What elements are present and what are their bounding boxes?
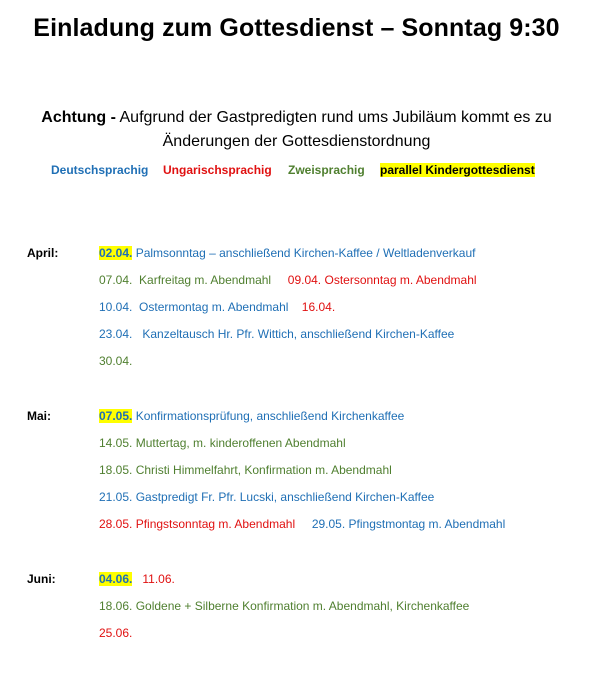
month-april: April: [27, 246, 59, 260]
date-highlight: 07.05. [99, 409, 133, 423]
event-text: 30.04. [99, 354, 133, 368]
event-text: 10.04. Ostermontag m. Abendmahl [99, 300, 289, 314]
notice-line-2: Änderungen der Gottesdienstordnung [162, 133, 431, 150]
list-item [99, 598, 469, 614]
event-text: 25.06. [99, 626, 133, 640]
legend-german: Deutschsprachig [51, 163, 149, 177]
legend [0, 163, 593, 181]
notice-lead: Achtung - [41, 109, 116, 126]
event-text: 07.04. Karfreitag m. Abendmahl [99, 273, 272, 287]
event-text: 21.05. Gastpredigt Fr. Pfr. Lucski, anschließend Kirchen-Kaffee [99, 490, 435, 504]
list-item [99, 516, 505, 532]
list-item [99, 625, 132, 641]
date-highlight: 02.04. [99, 246, 133, 260]
notice-line-1 [0, 106, 593, 130]
list-item [99, 571, 175, 587]
event-text: 28.05. Pfingstsonntag m. Abendmahl [99, 517, 296, 531]
list-item [99, 462, 392, 478]
month-juni: Juni: [27, 572, 56, 586]
list-item [99, 272, 477, 288]
list-item [99, 353, 132, 369]
event-text: 23.04. Kanzeltausch Hr. Pfr. Wittich, anschließend Kirchen-Kaffee [99, 327, 455, 341]
event-text: 14.05. Muttertag, m. kinderoffenen Abendmahl [99, 436, 346, 450]
page-title: Einladung zum Gottesdienst – Sonntag 9:30 [33, 14, 560, 42]
date-highlight: 04.06. [99, 572, 133, 586]
event-text: 11.06. [142, 572, 175, 586]
legend-hungarian: Ungarischsprachig [163, 163, 272, 177]
legend-kids: parallel Kindergottesdienst [380, 163, 535, 177]
list-item [99, 326, 454, 342]
list-item [99, 408, 404, 424]
list-item [99, 489, 434, 505]
list-item [99, 299, 335, 315]
list-item [99, 245, 475, 261]
list-item [99, 435, 346, 451]
event-text: 09.04. Ostersonntag m. Abendmahl [287, 273, 477, 287]
notice [0, 106, 593, 154]
event-text: Palmsonntag – anschließend Kirchen-Kaffee / Weltladenverkauf [132, 246, 476, 260]
notice-text-1: Aufgrund der Gastpredigten rund ums Jubiläum kommt es zu [115, 109, 552, 126]
event-text: Konfirmationsprüfung, anschließend Kirchenkaffee [132, 409, 405, 423]
event-text: 18.05. Christi Himmelfahrt, Konfirmation m. Abendmahl [99, 463, 392, 477]
legend-bilingual: Zweisprachig [288, 163, 365, 177]
event-text: 18.06. Goldene + Silberne Konfirmation m. Abendmahl, Kirchenkaffee [99, 599, 470, 613]
event-text: 16.04. [301, 300, 336, 314]
month-mai: Mai: [27, 409, 51, 423]
event-text: 29.05. Pfingstmontag m. Abendmahl [311, 517, 506, 531]
